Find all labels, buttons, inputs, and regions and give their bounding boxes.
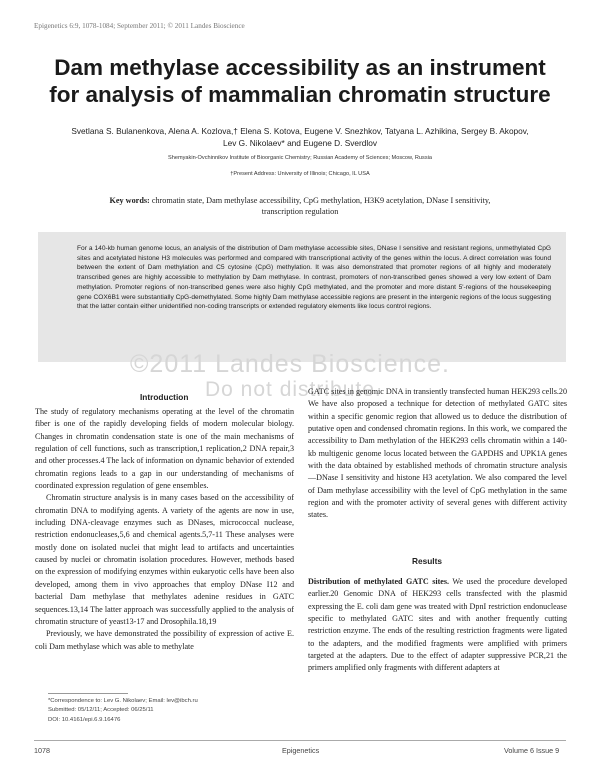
footnotes (48, 697, 198, 725)
journal-name: Epigenetics (282, 746, 320, 755)
present-address: †Present Address: University of Illinois; Chicago, IL USA (230, 171, 370, 177)
authors-line-1: Svetlana S. Bulanenkova, Alena A. Kozlova,† Elena S. Kotova, Eugene V. Snezhkov, Tatyana L. Azhikina, Sergey B. Akopov, (71, 126, 529, 136)
affiliation: Shemyakin-Ovchinnikov Institute of Bioorganic Chemistry; Russian Academy of Sciences; Moscow, Russia (168, 155, 432, 161)
authors-line-2: Lev G. Nikolaev* and Eugene D. Sverdlov (222, 138, 378, 148)
keywords-text: chromatin state, Dam methylase accessibility, CpG methylation, H3K9 acetylation, DNase I sensitivity, transcription regulation (149, 196, 491, 216)
volume-issue: Volume 6 Issue 9 (504, 746, 560, 755)
doi: DOI: 10.4161/epi.6.9.16476 (48, 716, 121, 723)
results-text: We used the procedure developed earlier.20 Genomic DNA of HEK293 cells transfected with the plasmid expressing the E. coli dam gene was treated with DpnI restriction endonuclease specific to methylated GATC sites and with another frequently cutting restriction enzyme. The ends of the resulting restriction fragments were ligated to the adapters, and the modified fragments were amplified with primers targeted at the adapters. Due to the effect of adapter suppressive PCR,21 the primers amplified only fragments with different adapters at (308, 577, 567, 673)
author-list (50, 125, 550, 149)
footnote-divider (48, 693, 128, 694)
article-title (30, 54, 570, 108)
right-column-bottom (308, 576, 567, 675)
watermark-distribute: Do not distribute. (205, 378, 382, 401)
introduction-heading: Introduction (140, 392, 189, 402)
results-heading: Results (412, 556, 442, 566)
footer-divider (34, 740, 566, 741)
intro-paragraph-1: The study of regulatory mechanisms operating at the level of the chromatin fiber is one of the rapidly developing fields of modern molecular biology. Changes in chromatin condensation state is one of the main mechanisms of regulation of cell functions, such as transcription,1 replication,2 DNA repair,3 and other processes.4 The lack of information on dynamic behavior of extended chromatin regions leads to a gap in our understanding of mechanisms of coordinated expression regulation of gene ensembles. (35, 407, 294, 491)
keywords (100, 195, 500, 217)
submission-dates: Submitted: 05/12/11; Accepted: 06/25/11 (48, 707, 154, 714)
results-lead: Distribution of methylated GATC sites. (308, 577, 450, 586)
intro-paragraph-3: Previously, we have demonstrated the possibility of expression of active E. coli Dam methylase which was able to methylate (35, 629, 294, 651)
right-column-top (308, 386, 567, 522)
page-number: 1078 (34, 746, 50, 755)
left-column (35, 406, 294, 653)
intro-paragraph-4: GATC sites in genomic DNA in transiently transfected human HEK293 cells.20 We have also proposed a technique for detection of methylated GATC sites within a specific genomic region that allowed us to deduce the distribution of putative open and condensed chromatin regions. In this work, we compared the accessibility to Dam methylation of the HEK293 cells chromatin within a 140-kb multigenic genome locus located between the GAPDHS and UPK1A genes with the data obtained by established methods of chromatin structure analysis—DNase I sensitivity and histone H3 acetylation. We also compared the level of Dam methylase accessibility with the level of CpG methylation in the same region and with the promoter activity of several genes with different activity states. (308, 387, 567, 520)
title-line-1: Dam methylase accessibility as an instrument (54, 55, 546, 80)
watermark-copyright: ©2011 Landes Bioscience. (130, 350, 450, 378)
intro-paragraph-2: Chromatin structure analysis is in many cases based on the accessibility of chromatin DNA to modifying agents. A variety of the agents are now in use, including DNA-cleavage enzymes such as DNases, micrococcal nuclease, restriction endonucleases,5,6 and chemical agents.5,7-11 These analyses were mostly done on isolated nuclei that might lead to artifacts and uncertainties caused by nuclei or chromatin isolation procedures. However, methods based on the expression of modifying enzymes within eukaryotic cells have been also developed, among them in vivo approaches that employ DNase I12 and bacterial Dam methylase that methylates adenine residues in GATC sequences.13,14 The latter approach was successfully applied to the analysis of chromatin structure of yeast13-17 and Drosophila.18,19 (35, 493, 294, 626)
journal-header: Epigenetics 6:9, 1078-1084; September 2011; © 2011 Landes Bioscience (34, 22, 245, 30)
title-line-2: for analysis of mammalian chromatin structure (49, 82, 551, 107)
abstract: For a 140-kb human genome locus, an analysis of the distribution of Dam methylase accessible sites, DNase I sensitive and resistant regions, unmethylated CpG sites and acetylated histone H3 molecules was performed and compared with transcriptional activity of the genes within the locus. A direct correlation was found between the extent of Dam methylation and C5 cytosine (CpG) methylation. It was also demonstrated that promoter regions of all highly and moderately transcribed genes are highly accessible to methylation by Dam methylase. In contrast, promoters of non-transcribed genes showed a very low extent of Dam methylation. Promoter regions of non-transcribed genes were also highly CpG methylated, and the promoter and more distant 5'-regions of the housekeeping gene COX6B1 were substantially CpG-demethylated. Some highly Dam methylase accessible regions are present in the intergenic regions of the locus suggesting that the latter contain either unidentified non-coding transcripts or extended regulatory elements like locus control regions. (77, 245, 551, 311)
results-paragraph-1 (308, 576, 567, 675)
keywords-label: Key words: (109, 196, 150, 205)
correspondence-note: *Correspondence to: Lev G. Nikolaev; Email: lev@ibch.ru (48, 698, 198, 704)
